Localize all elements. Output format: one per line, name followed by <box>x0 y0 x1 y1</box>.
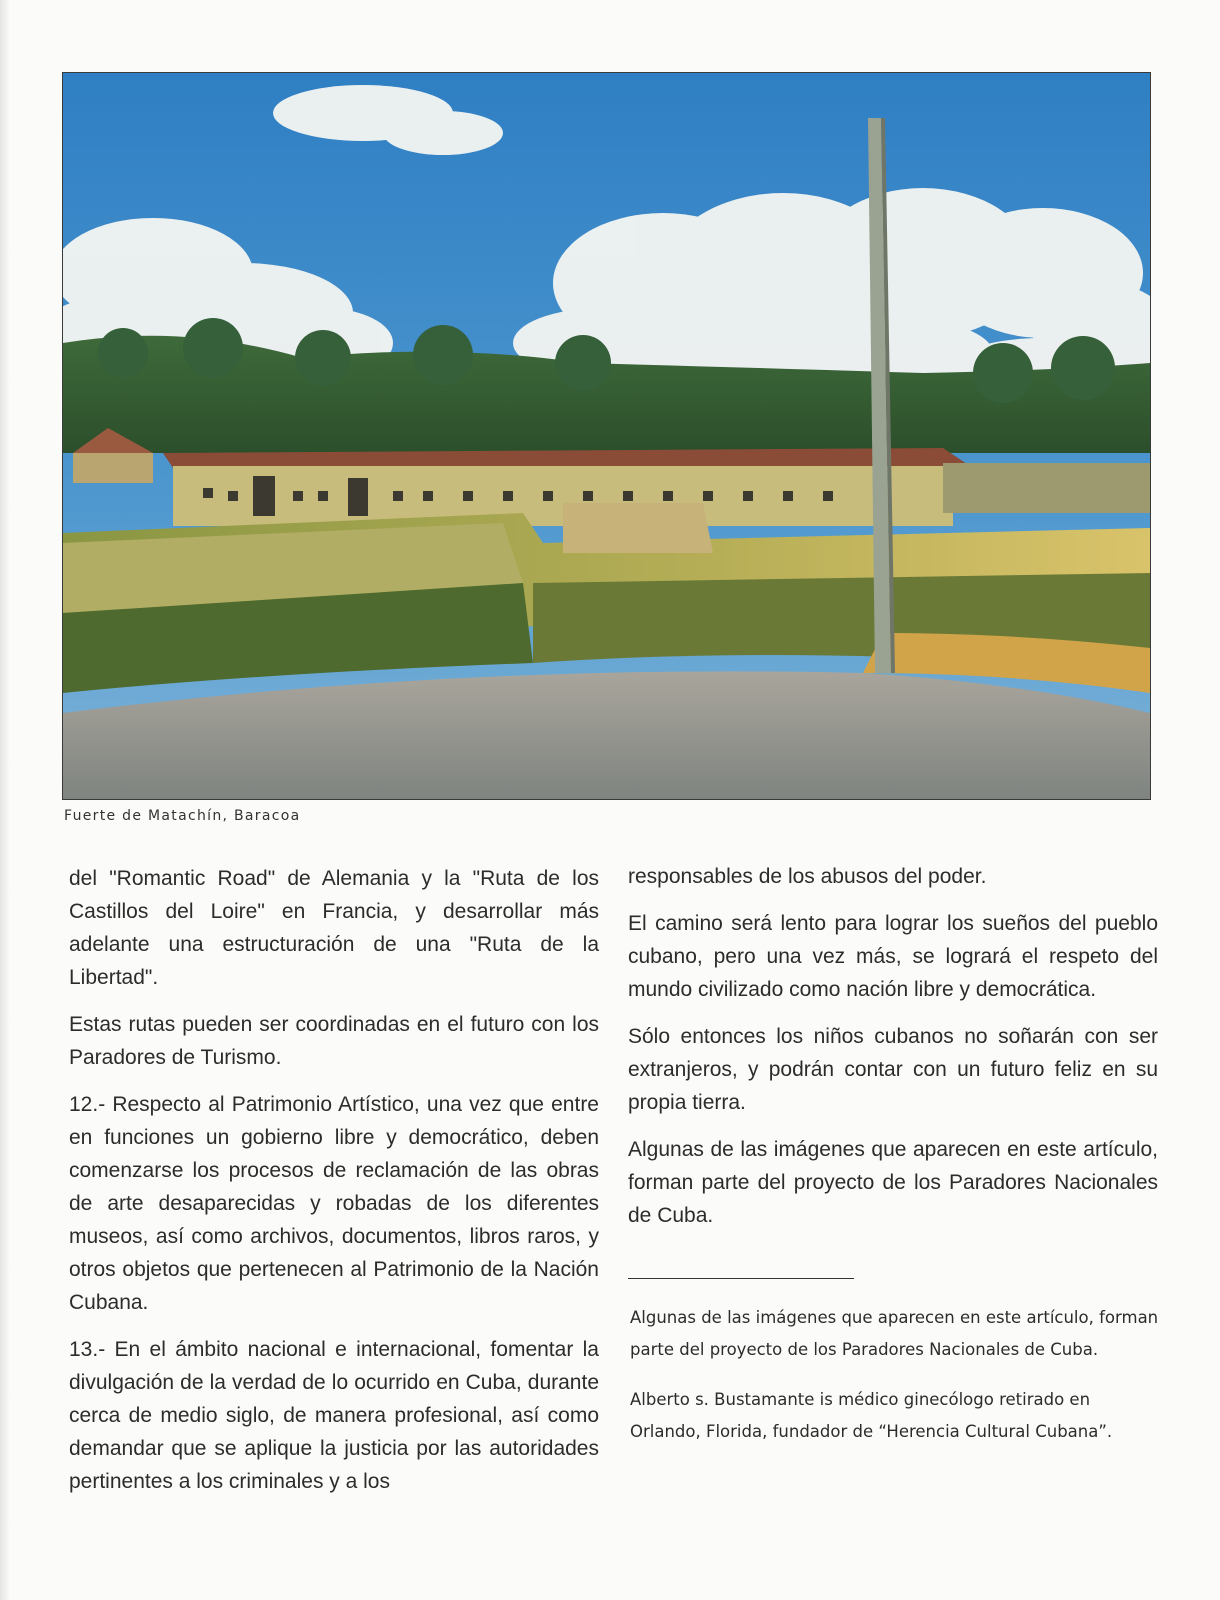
footnotes <box>630 1302 1162 1466</box>
paragraph: Algunas de las imágenes que aparecen en este artículo, forman parte del proyecto de los Paradores Nacionales de Cuba. <box>628 1138 1158 1227</box>
fort-photo <box>62 72 1151 800</box>
hut-wall <box>73 453 153 483</box>
paragraph: Sólo entonces los niños cubanos no soñarán con ser extranjeros, y podrán contar con un futuro feliz en su propia tierra. <box>628 1025 1158 1114</box>
paragraph: 12.- Respecto al Patrimonio Artístico, una vez que entre en funciones un gobierno libre y democrático, deben comenzarse los procesos de reclamación de las obras de arte desaparecidas y robadas de los diferentes museos, así como archivos, documentos, libros raros, y otros objetos que pertenecen al Patrimonio de la Nación Cubana. <box>69 1093 599 1314</box>
paragraph: del "Romantic Road" de Alemania y la "Ruta de los Castillos del Loire" en Francia, y desarrollar más adelante una estructuración de una "Ruta de la Libertad". <box>69 867 599 989</box>
paragraph: El camino será lento para lograr los sueños del pueblo cubano, pero una vez más, se logrará el respeto del mundo civilizado como nación libre y democrática. <box>628 912 1158 1001</box>
paragraph: 13.- En el ámbito nacional e internacional, fomentar la divulgación de la verdad de lo ocurrido en Cuba, durante cerca de medio siglo, de manera profesional, así como demandar que se aplique la justicia por las autoridades pertinentes a los criminales y a los <box>69 1338 599 1493</box>
footnote: Alberto s. Bustamante is médico ginecólogo retirado en Orlando, Florida, fundador de “Herencia Cultural Cubana”. <box>630 1390 1113 1441</box>
right-column <box>628 860 1158 1246</box>
footnote: Algunas de las imágenes que aparecen en este artículo, forman parte del proyecto de los Paradores Nacionales de Cuba. <box>630 1308 1159 1359</box>
fort-photo-illustration <box>63 73 1150 799</box>
footnote-divider <box>628 1278 854 1279</box>
right-wall <box>943 463 1150 513</box>
paragraph: Estas rutas pueden ser coordinadas en el futuro con los Paradores de Turismo. <box>69 1013 599 1069</box>
page-edge <box>0 0 10 1600</box>
bastion-center <box>563 503 713 553</box>
paragraph: responsables de los abusos del poder. <box>628 865 987 888</box>
photo-caption: Fuerte de Matachín, Baracoa <box>64 808 301 824</box>
left-column <box>69 862 599 1512</box>
